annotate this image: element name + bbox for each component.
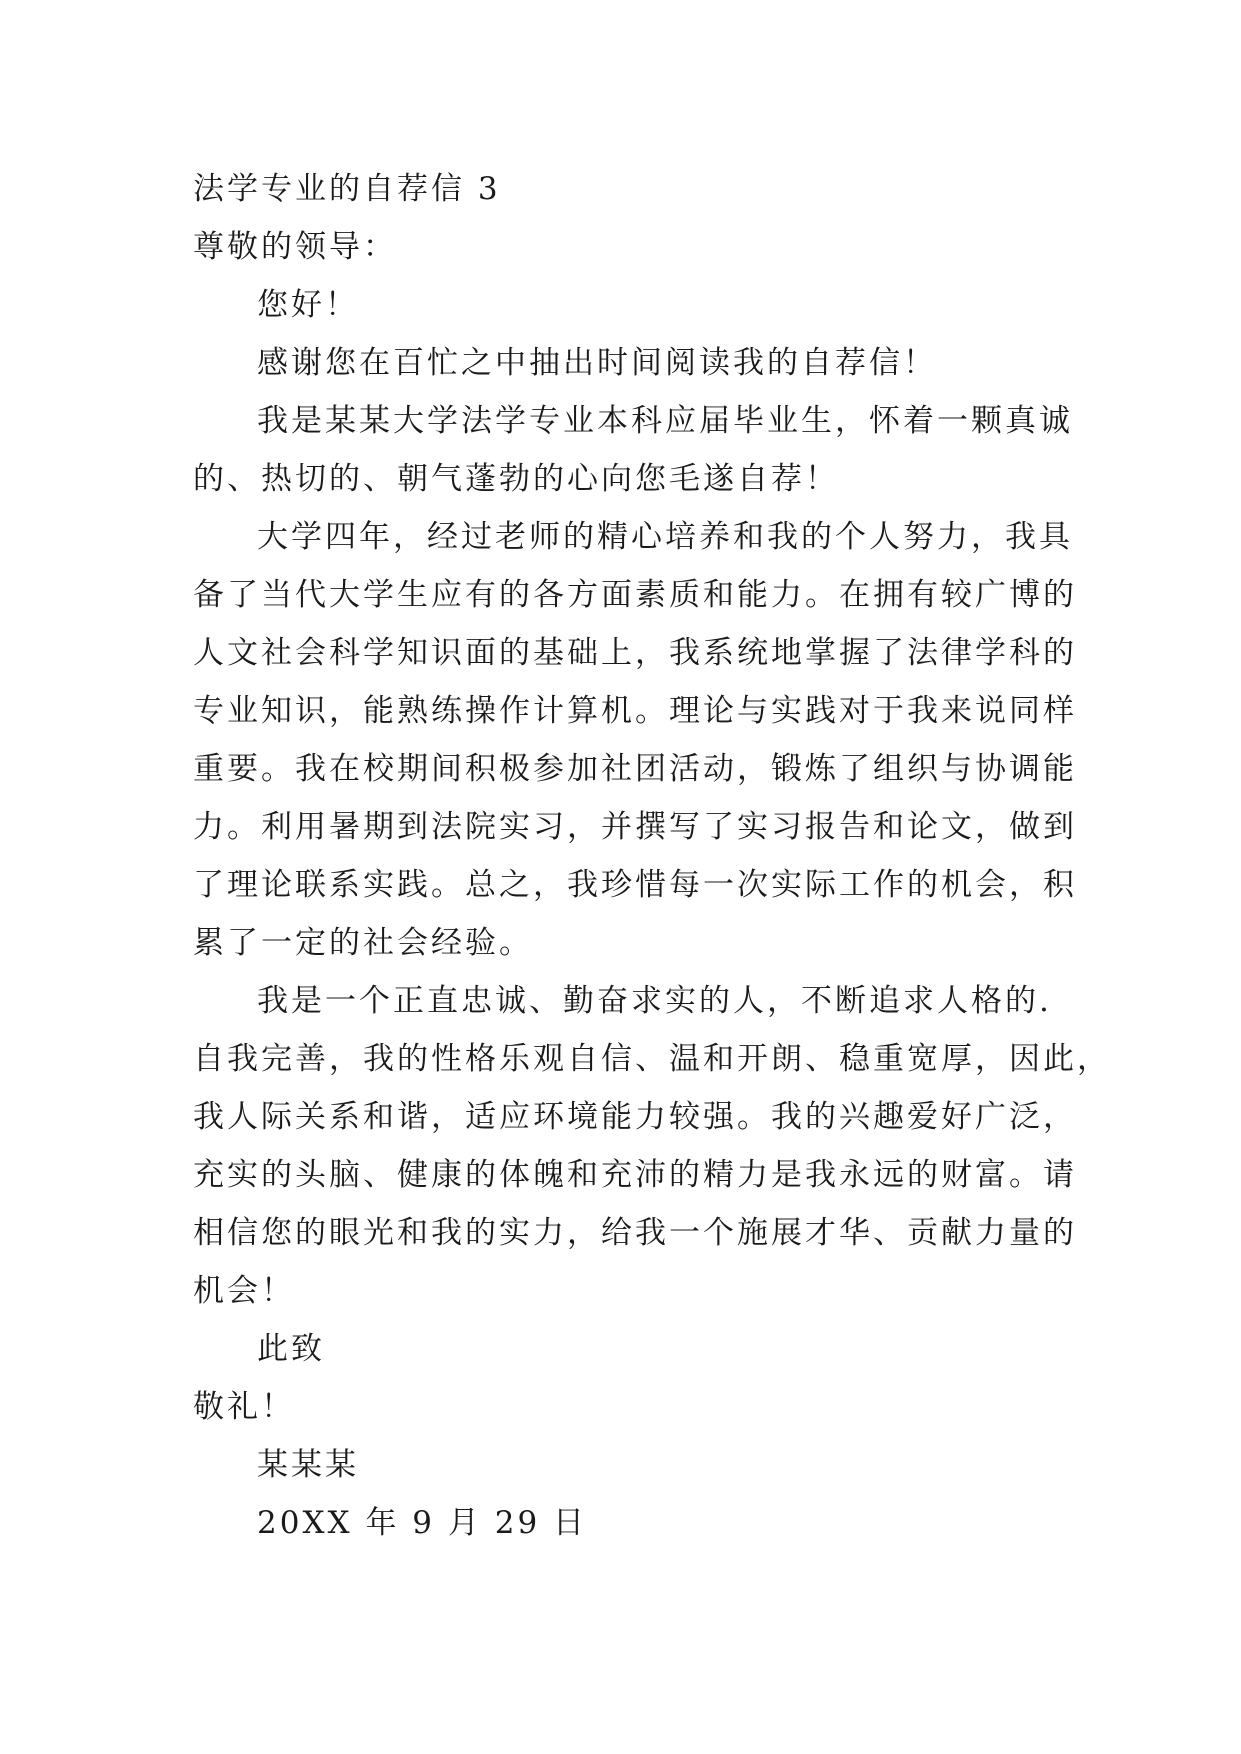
intro-line: 我是某某大学法学专业本科应届毕业生，怀着一颗真诚 [257,403,1073,439]
date: 20XX 年 9 月 29 日 [257,1505,588,1541]
letter-page [193,160,1111,1552]
document-title: 法学专业的自荐信 3 [193,171,501,207]
greeting: 您好！ [257,287,359,323]
regards: 敬礼！ [193,1389,295,1425]
body-paragraph-2-line: 相信您的眼光和我的实力，给我一个施展才华、贡献力量的 [193,1215,1077,1251]
body-paragraph-2-line: 充实的头脑、健康的体魄和充沛的精力是我永远的财富。请 [193,1157,1077,1193]
thanks-line: 感谢您在百忙之中抽出时间阅读我的自荐信！ [257,345,937,381]
body-paragraph-1-line: 了理论联系实践。总之，我珍惜每一次实际工作的机会，积 [193,867,1077,903]
body-paragraph-2-line: 自我完善，我的性格乐观自信、温和开朗、稳重宽厚，因此， [193,1041,1111,1077]
body-paragraph-1-line: 力。利用暑期到法院实习，并撰写了实习报告和论文，做到 [193,809,1077,845]
body-paragraph-1-line: 专业知识，能熟练操作计算机。理论与实践对于我来说同样 [193,693,1077,729]
body-paragraph-1-line: 重要。我在校期间积极参加社团活动，锻炼了组织与协调能 [193,751,1077,787]
body-paragraph-2-line: 机会！ [193,1273,295,1309]
body-paragraph-2-line: 我是一个正直忠诚、勤奋求实的人，不断追求人格的. [257,983,1052,1019]
closing: 此致 [257,1331,325,1367]
body-paragraph-1-line: 累了一定的社会经验。 [193,925,533,961]
salutation: 尊敬的领导： [193,229,397,265]
intro-line: 的、热切的、朝气蓬勃的心向您毛遂自荐！ [193,461,839,497]
signature: 某某某 [257,1447,359,1483]
body-paragraph-1-line: 大学四年，经过老师的精心培养和我的个人努力，我具 [257,519,1073,555]
body-paragraph-2-line: 我人际关系和谐，适应环境能力较强。我的兴趣爱好广泛， [193,1099,1077,1135]
body-paragraph-1-line: 备了当代大学生应有的各方面素质和能力。在拥有较广博的 [193,577,1077,613]
body-paragraph-1-line: 人文社会科学知识面的基础上，我系统地掌握了法律学科的 [193,635,1077,671]
